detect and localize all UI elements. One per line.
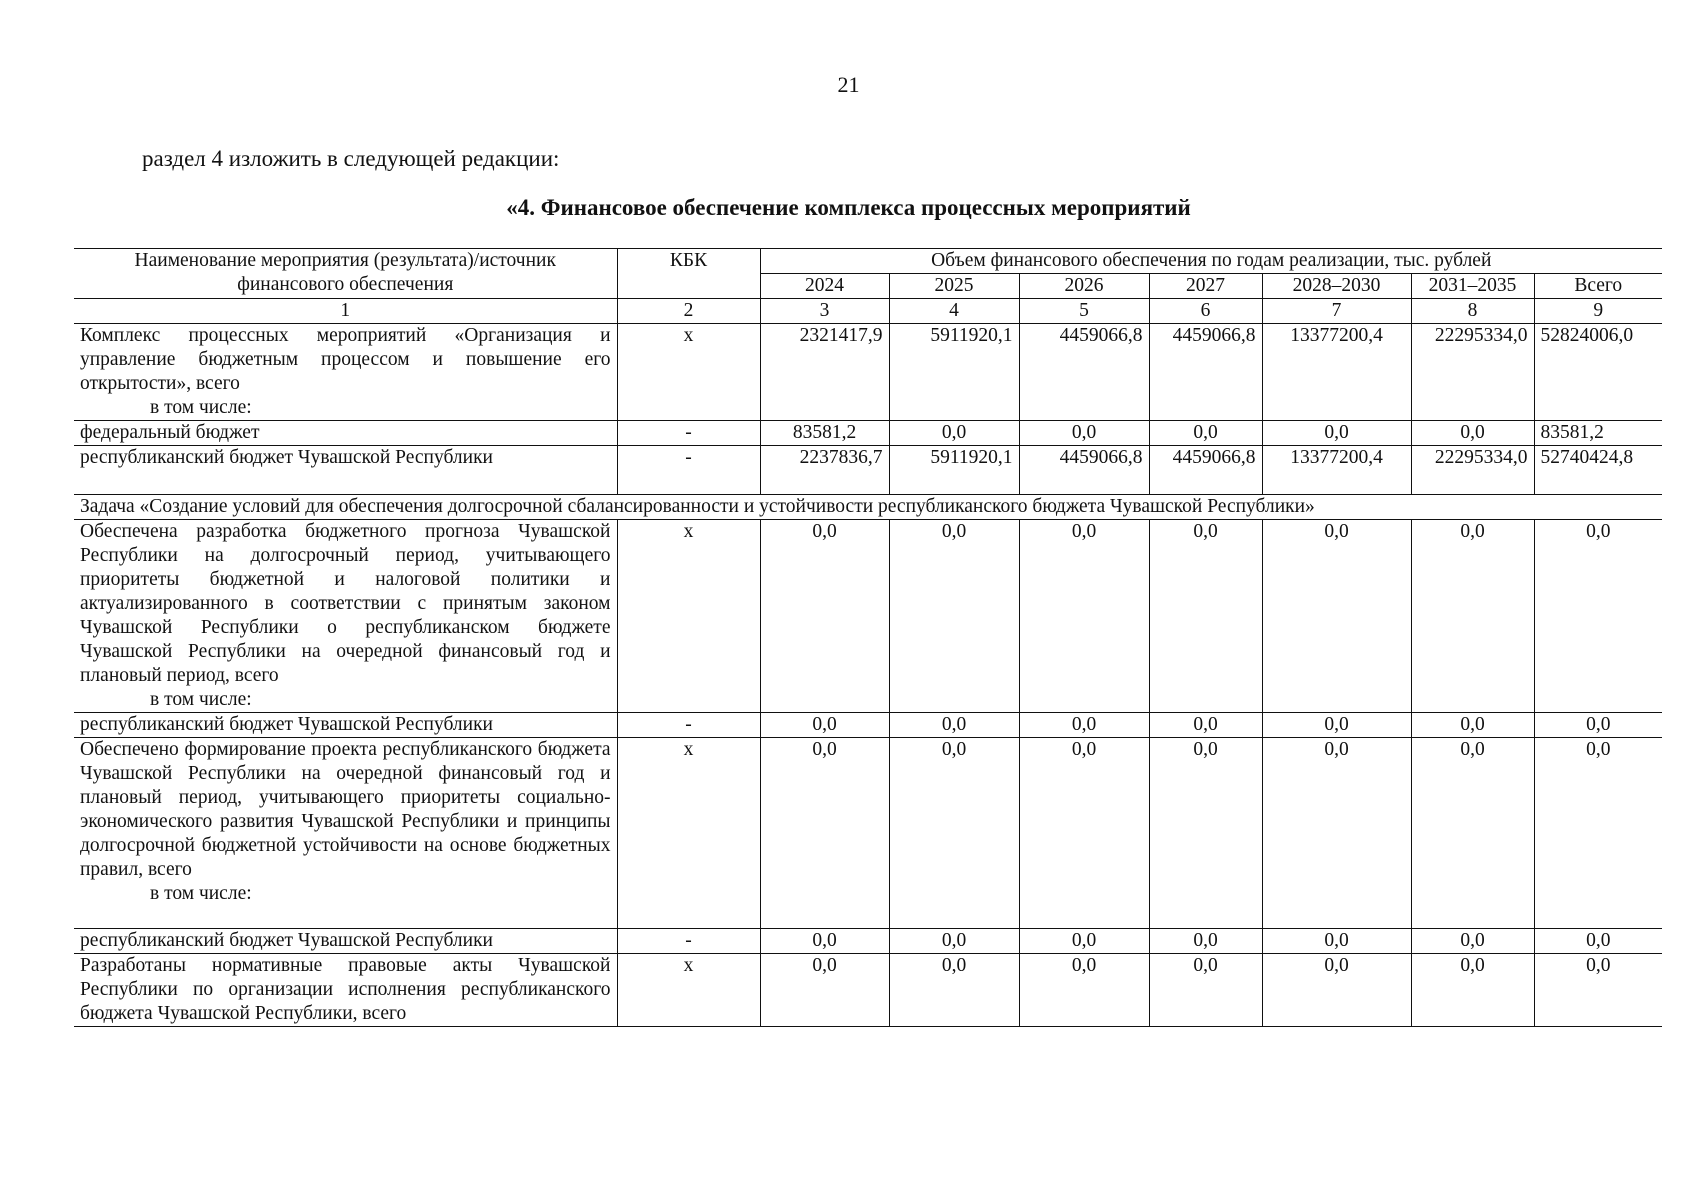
row-value: 5911920,1 [889,324,1019,421]
header-kbk: КБК [617,249,760,299]
row-value: 0,0 [760,929,889,954]
table-row [74,954,1662,1027]
row-name: республиканский бюджет Чувашской Республики [74,446,617,495]
table-row [74,324,1662,421]
row-value: 0,0 [1149,929,1262,954]
col-number: 3 [760,299,889,324]
table-row [74,520,1662,713]
row-value: 4459066,8 [1149,446,1262,495]
row-value: 52824006,0 [1534,324,1662,421]
row-value: 0,0 [889,713,1019,738]
row-value: 0,0 [1019,713,1149,738]
row-value: 0,0 [1534,520,1662,713]
header-year: 2024 [760,274,889,299]
row-name: Комплекс процессных мероприятий «Организация и управление бюджетным процессом и повышение его открытости», всего в том числе: [74,324,617,421]
row-value: 0,0 [889,954,1019,1027]
row-value: 0,0 [1019,520,1149,713]
row-value: 0,0 [1149,713,1262,738]
row-value: 0,0 [760,954,889,1027]
row-value: 83581,2 [760,421,889,446]
row-name: республиканский бюджет Чувашской Республики [74,929,617,954]
header-total: Всего [1534,274,1662,299]
col-number: 5 [1019,299,1149,324]
row-value: 0,0 [1149,954,1262,1027]
row-value: 0,0 [1262,520,1411,713]
row-value: 13377200,4 [1262,446,1411,495]
intro-text: раздел 4 изложить в следующей редакции: [142,146,560,171]
row-value: 0,0 [1534,954,1662,1027]
col-number: 7 [1262,299,1411,324]
row-value: 0,0 [1019,738,1149,929]
header-name: Наименование мероприятия (результата)/источник финансового обеспечения [74,249,617,299]
row-value: 83581,2 [1534,421,1662,446]
header-year: 2028–2030 [1262,274,1411,299]
row-value: 52740424,8 [1534,446,1662,495]
row-name: республиканский бюджет Чувашской Республики [74,713,617,738]
row-value: 0,0 [889,929,1019,954]
row-value: 0,0 [1262,929,1411,954]
col-number: 6 [1149,299,1262,324]
row-value: 0,0 [1019,954,1149,1027]
row-name: Обеспечена разработка бюджетного прогноза Чувашской Республики на долгосрочный период, учитывающего приоритеты бюджетной и налоговой политики и актуализированного в соответствии с принятым законом Чувашской Республики о республиканском бюджете Чувашской Республики на очередной финансовый год и плановый период, всего в том числе: [74,520,617,713]
row-value: 2321417,9 [760,324,889,421]
row-name: федеральный бюджет [74,421,617,446]
row-value: 0,0 [1262,738,1411,929]
row-value: 0,0 [889,520,1019,713]
row-name: Разработаны нормативные правовые акты Чувашской Республики по организации исполнения республиканского бюджета Чувашской Республики, всего [74,954,617,1027]
table-row [74,446,1662,495]
row-value: 0,0 [889,738,1019,929]
financing-table [74,248,1662,1027]
row-value: 0,0 [1411,421,1534,446]
row-value: 0,0 [760,713,889,738]
table-row [74,929,1662,954]
section-title: «4. Финансовое обеспечение комплекса процессных мероприятий [506,195,1191,220]
row-value: 0,0 [1149,421,1262,446]
col-number: 4 [889,299,1019,324]
table-row [74,713,1662,738]
task-text: Задача «Создание условий для обеспечения долгосрочной сбалансированности и устойчивости республиканского бюджета Чувашской Республики» [74,495,1662,520]
col-number: 8 [1411,299,1534,324]
row-value: 13377200,4 [1262,324,1411,421]
row-value: 0,0 [1019,421,1149,446]
col-number: 9 [1534,299,1662,324]
row-value: 0,0 [1149,520,1262,713]
row-name: Обеспечено формирование проекта республиканского бюджета Чувашской Республики на очередной финансовый год и плановый период, учитывающего приоритеты социально-экономического развития Чувашской Республики и принципы долгосрочной бюджетной устойчивости на основе бюджетных правил, всего в том числе: [74,738,617,929]
task-row [74,495,1662,520]
row-kbk: - [617,421,760,446]
row-value: 0,0 [1262,421,1411,446]
row-value: 4459066,8 [1019,324,1149,421]
row-value: 0,0 [889,421,1019,446]
row-value: 0,0 [1534,929,1662,954]
header-year: 2025 [889,274,1019,299]
row-value: 22295334,0 [1411,446,1534,495]
row-kbk: - [617,713,760,738]
row-value: 0,0 [1534,713,1662,738]
row-kbk: x [617,954,760,1027]
page-number: 21 [837,72,860,97]
row-value: 0,0 [1411,520,1534,713]
header-year: 2027 [1149,274,1262,299]
row-kbk: x [617,738,760,929]
row-kbk: - [617,929,760,954]
row-value: 0,0 [760,520,889,713]
row-value: 0,0 [1411,738,1534,929]
row-kbk: x [617,324,760,421]
header-year: 2026 [1019,274,1149,299]
row-kbk: - [617,446,760,495]
header-volume: Объем финансового обеспечения по годам реализации, тыс. рублей [760,249,1662,274]
row-value: 0,0 [1019,929,1149,954]
table-row [74,738,1662,929]
row-value: 0,0 [1411,954,1534,1027]
row-value: 0,0 [1149,738,1262,929]
table-row [74,421,1662,446]
row-value: 0,0 [1534,738,1662,929]
row-value: 5911920,1 [889,446,1019,495]
row-value: 4459066,8 [1019,446,1149,495]
col-number: 2 [617,299,760,324]
row-value: 22295334,0 [1411,324,1534,421]
col-number: 1 [74,299,617,324]
row-kbk: x [617,520,760,713]
row-value: 0,0 [760,738,889,929]
row-value: 0,0 [1262,954,1411,1027]
row-value: 0,0 [1411,713,1534,738]
row-value: 0,0 [1262,713,1411,738]
row-value: 4459066,8 [1149,324,1262,421]
row-value: 2237836,7 [760,446,889,495]
header-year: 2031–2035 [1411,274,1534,299]
row-value: 0,0 [1411,929,1534,954]
